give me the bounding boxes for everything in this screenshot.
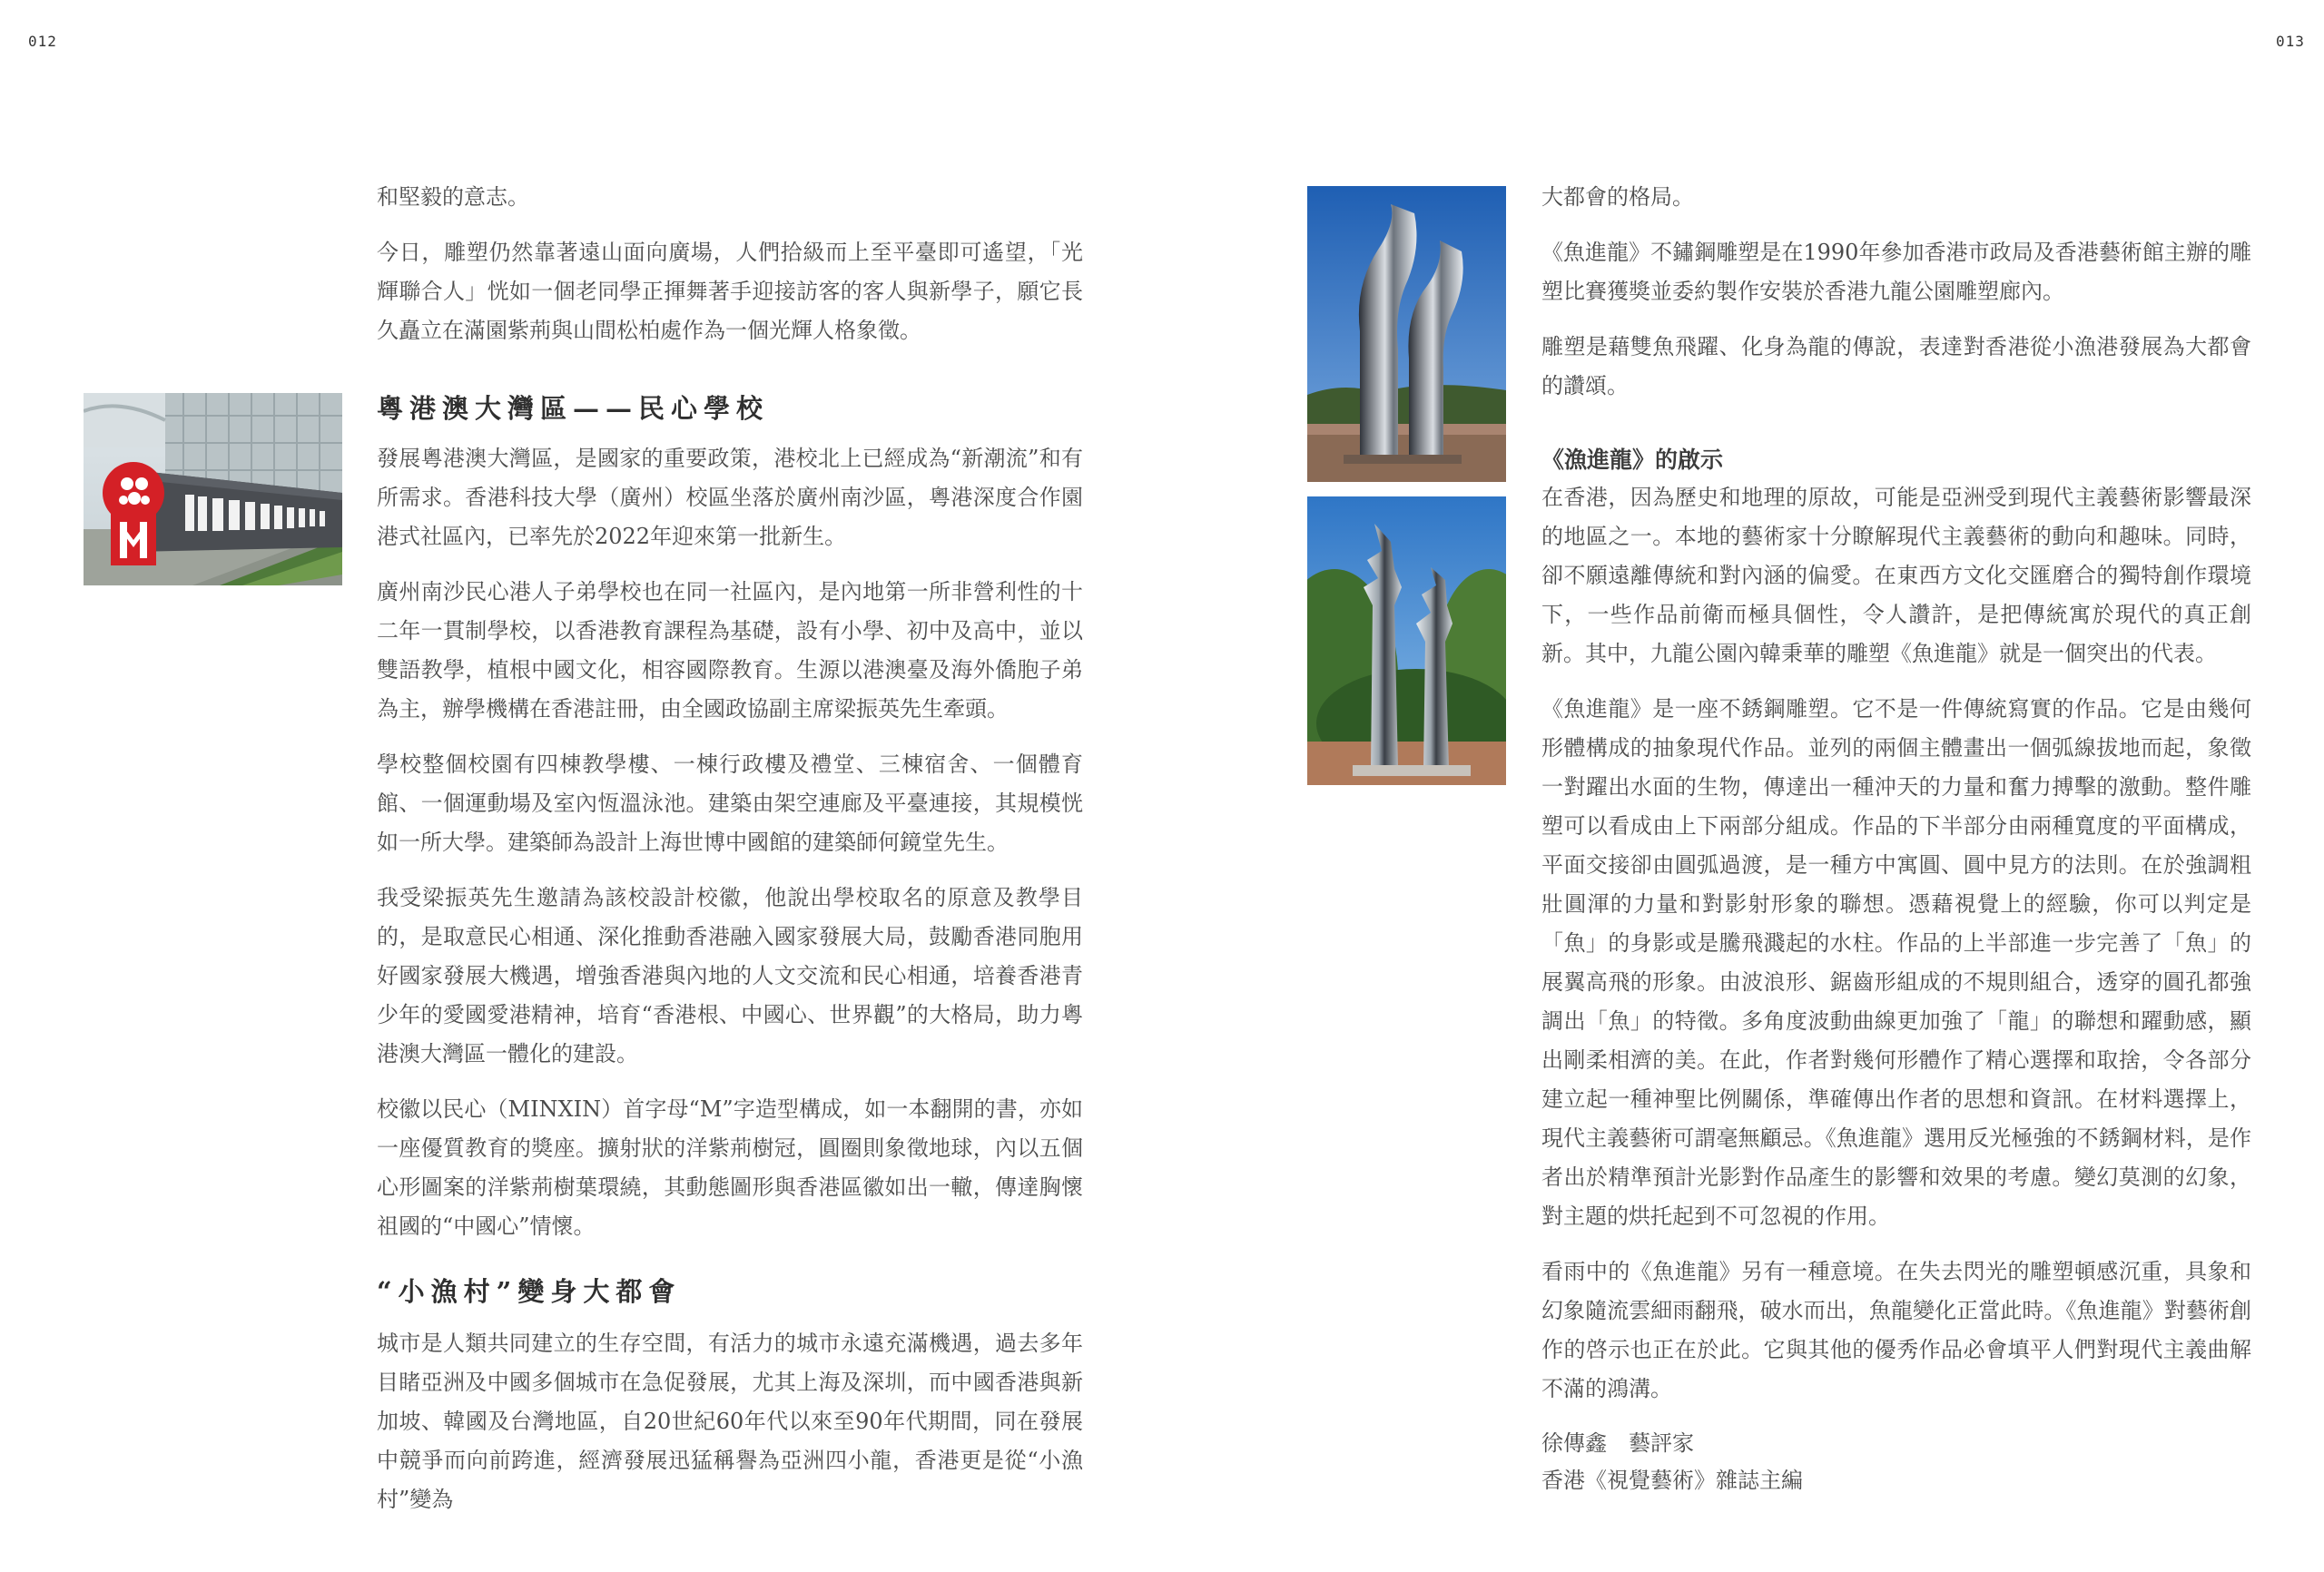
section-heading-greater-bay: 粵港澳大灣區——民心學校	[377, 393, 770, 424]
right-paragraph-6: 看雨中的《魚進龍》另有一種意境。在失去閃光的雕塑頓感沉重，具象和幻象隨流雲細雨翻飛，破水而出，魚龍變化正當此時。《魚進龍》對藝術創作的啓示也正在於此。它與其他的優秀作品必會填平人們對現代主義曲解不滿的鴻溝。	[1541, 1259, 2251, 1401]
left-paragraph-7: 校徽以民心（MINXIN）首字母“M”字造型構成，如一本翻開的書，亦如一座優質教育的獎座。擴射狀的洋紫荊樹冠，圓圈則象徵地球，內以五個心形圖案的洋紫荊樹葉環繞，其動態圖形與香港區徽如出一轍，傳達胸懷祖國的“中國心”情懷。	[377, 1096, 1083, 1239]
left-text-column	[377, 178, 1083, 1536]
left-paragraph-1: 和堅毅的意志。	[377, 184, 529, 210]
signature-title: 香港《視覺藝術》雜誌主編	[1541, 1468, 1803, 1493]
right-paragraph-1: 大都會的格局。	[1541, 184, 1694, 210]
page-number-left: 012	[28, 33, 57, 50]
page-number-right: 013	[2276, 33, 2305, 50]
right-paragraph-4: 在香港，因為歷史和地理的原故，可能是亞洲受到現代主義藝術影響最深的地區之一。本地的藝術家十分瞭解現代主義藝術的動向和趣味。同時，卻不願遠離傳統和對內涵的偏愛。在東西方文化交匯磨合的獨特創作環境下，一些作品前衛而極具個性，令人讚許，是把傳統寓於現代的真正創新。其中，九龍公園內韓秉華的雕塑《魚進龍》就是一個突出的代表。	[1541, 485, 2251, 666]
right-paragraph-2: 《魚進龍》不鏽鋼雕塑是在1990年參加香港市政局及香港藝術館主辦的雕塑比賽獲獎並委約製作安裝於香港九龍公園雕塑廊內。	[1541, 240, 2251, 304]
sculpture-photo-top	[1307, 186, 1506, 482]
left-paragraph-2: 今日，雕塑仍然靠著遠山面向廣場，人們拾級而上至平臺即可遙望，「光輝聯合人」恍如一個老同學正揮舞著手迎接訪客的客人與新學子，願它長久矗立在滿園紫荊與山間松柏處作為一個光輝人格象徵。	[377, 240, 1083, 343]
left-paragraph-6: 我受梁振英先生邀請為該校設計校徽，他說出學校取名的原意及教學目的，是取意民心相通、深化推動香港融入國家發展大局，鼓勵香港同胞用好國家發展大機遇，增強香港與內地的人文交流和民心相通，培養香港青少年的愛國愛港精神，培育“香港根、中國心、世界觀”的大格局，助力粵港澳大灣區一體化的建設。	[377, 885, 1083, 1066]
right-paragraph-3: 雕塑是藉雙魚飛躍、化身為龍的傳說，表達對香港從小漁港發展為大都會的讚頌。	[1541, 334, 2251, 398]
sculpture-photo-bottom	[1307, 496, 1506, 785]
section-heading-fishing-village: “小漁村”變身大都會	[377, 1276, 682, 1307]
left-paragraph-3: 發展粵港澳大灣區，是國家的重要政策，港校北上已經成為“新潮流”和有所需求。香港科技大學（廣州）校區坐落於廣州南沙區，粵港深度合作園港式社區內，已率先於2022年迎來第一批新生。	[377, 446, 1083, 549]
section-subheading-inspiration: 《漁進龍》的啟示	[1541, 447, 1724, 473]
school-sign-photo	[84, 393, 342, 585]
right-paragraph-5: 《魚進龍》是一座不銹鋼雕塑。它不是一件傳統寫實的作品。它是由幾何形體構成的抽象現代作品。並列的兩個主體畫出一個弧線拔地而起，象徵一對躍出水面的生物，傳達出一種沖天的力量和奮力搏擊的激動。整件雕塑可以看成由上下兩部分組成。作品的下半部分由兩種寬度的平面構成，平面交接卻由圓弧過渡，是一種方中寓圓、圓中見方的法則。在於強調粗壯圓渾的力量和對影射形象的聯想。憑藉視覺上的經驗，你可以判定是「魚」的身影或是騰飛濺起的水柱。作品的上半部進一步完善了「魚」的展翼高飛的形象。由波浪形、鋸齒形組成的不規則組合，透穿的圓孔都強調出「魚」的特徵。多角度波動曲線更加強了「龍」的聯想和躍動感，顯出剛柔相濟的美。在此，作者對幾何形體作了精心選擇和取捨，令各部分建立起一種神聖比例關係，準確傳出作者的思想和資訊。在材料選擇上，現代主義藝術可謂毫無顧忌。《魚進龍》選用反光極強的不銹鋼材料，是作者出於精準預計光影對作品產生的影響和效果的考慮。變幻莫測的幻象，對主題的烘托起到不可忽視的作用。	[1541, 696, 2251, 1229]
right-text-column	[1541, 178, 2251, 1499]
left-paragraph-4: 廣州南沙民心港人子弟學校也在同一社區內，是內地第一所非營利性的十二年一貫制學校，以香港教育課程為基礎，設有小學、初中及高中，並以雙語教學，植根中國文化，相容國際教育。生源以港澳臺及海外僑胞子弟為主，辦學機構在香港註冊，由全國政協副主席梁振英先生牽頭。	[377, 579, 1083, 722]
signature-name: 徐傳鑫 藝評家	[1541, 1430, 1694, 1456]
left-paragraph-5: 學校整個校園有四棟教學樓、一棟行政樓及禮堂、三棟宿舍、一個體育館、一個運動場及室內恆溫泳池。建築由架空連廊及平臺連接，其規模恍如一所大學。建築師為設計上海世博中國館的建築師何鏡堂先生。	[377, 752, 1083, 855]
left-paragraph-8: 城市是人類共同建立的生存空間，有活力的城市永遠充滿機遇，過去多年目睹亞洲及中國多個城市在急促發展，尤其上海及深圳，而中國香港與新加坡、韓國及台灣地區，自20世紀60年代以來至90年代期間，同在發展中競爭而向前跨進，經濟發展迅猛稱譽為亞洲四小龍，香港更是從“小漁村”變為	[377, 1331, 1083, 1512]
